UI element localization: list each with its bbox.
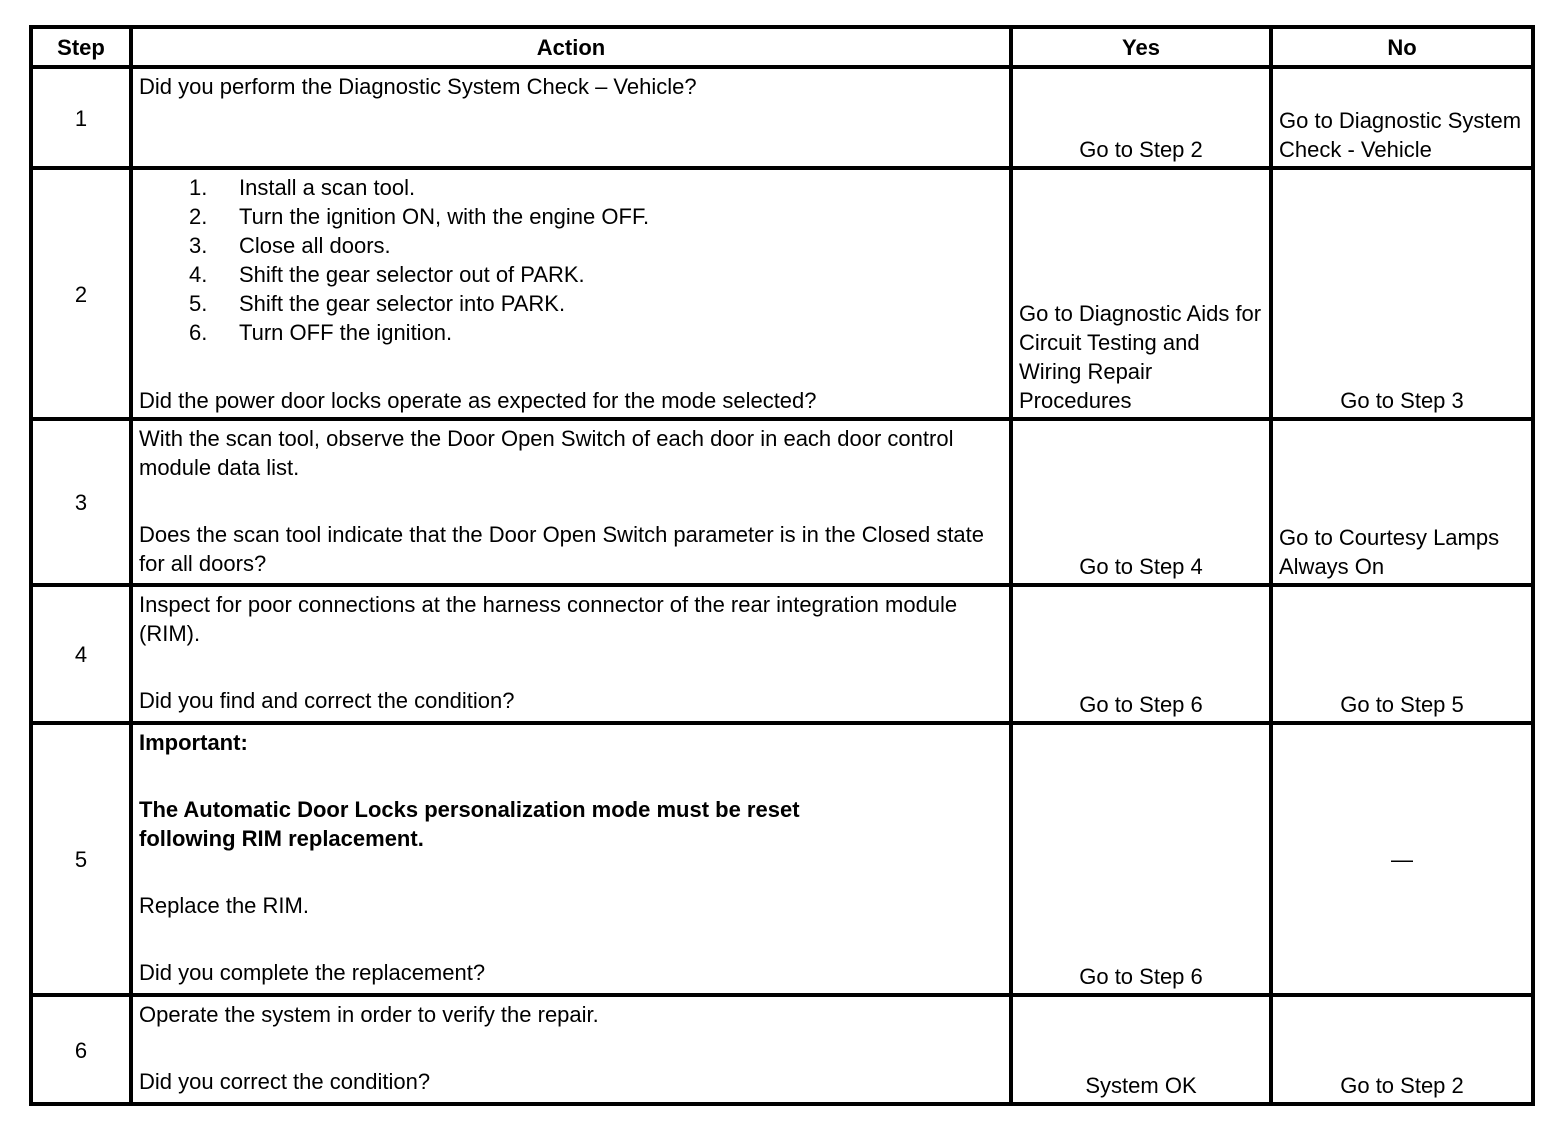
list-number: 2. <box>189 204 208 229</box>
table-row <box>31 723 1533 995</box>
action-text: Replace the RIM. <box>139 893 309 918</box>
action-text: With the scan tool, observe the Door Open Switch of each door in each door control module data list. <box>139 426 954 480</box>
table-row <box>31 67 1533 168</box>
step-number: 3 <box>31 419 131 585</box>
action-question: Did you correct the condition? <box>139 1069 431 1094</box>
list-item <box>139 231 1003 260</box>
action-cell <box>131 67 1011 168</box>
no-cell: Go to Diagnostic System Check - Vehicle <box>1271 67 1533 168</box>
header-row <box>31 27 1533 67</box>
header-step: Step <box>31 27 131 67</box>
important-label: Important: <box>139 730 248 755</box>
action-question: Did you find and correct the condition? <box>139 688 515 713</box>
table-row <box>31 168 1533 419</box>
no-cell: Go to Step 5 <box>1271 585 1533 723</box>
table-row <box>31 419 1533 585</box>
list-number: 1. <box>189 175 208 200</box>
diagnostic-table <box>29 25 1535 1106</box>
yes-cell: Go to Step 2 <box>1011 67 1271 168</box>
list-number: 6. <box>189 320 208 345</box>
step-number: 1 <box>31 67 131 168</box>
action-text: Did you perform the Diagnostic System Check – Vehicle? <box>139 74 697 99</box>
yes-cell: Go to Step 6 <box>1011 723 1271 995</box>
list-number: 5. <box>189 291 208 316</box>
action-cell <box>131 995 1011 1104</box>
no-cell: Go to Courtesy Lamps Always On <box>1271 419 1533 585</box>
action-question: Did you complete the replacement? <box>139 960 486 985</box>
step-number: 5 <box>31 723 131 995</box>
table-row <box>31 585 1533 723</box>
list-text: Shift the gear selector out of PARK. <box>239 262 585 287</box>
action-question: Does the scan tool indicate that the Door Open Switch parameter is in the Closed state for all doors? <box>139 522 985 576</box>
no-cell: Go to Step 3 <box>1271 168 1533 419</box>
step-number: 4 <box>31 585 131 723</box>
list-item <box>139 289 1003 318</box>
yes-cell: System OK <box>1011 995 1271 1104</box>
no-cell: Go to Step 2 <box>1271 995 1533 1104</box>
step-number: 2 <box>31 168 131 419</box>
list-text: Close all doors. <box>239 233 391 258</box>
header-no: No <box>1271 27 1533 67</box>
list-text: Turn the ignition ON, with the engine OFF. <box>239 204 650 229</box>
no-cell: — <box>1271 723 1533 995</box>
header-action: Action <box>131 27 1011 67</box>
list-text: Install a scan tool. <box>239 175 416 200</box>
list-item <box>139 260 1003 289</box>
list-number: 4. <box>189 262 208 287</box>
list-item <box>139 202 1003 231</box>
list-number: 3. <box>189 233 208 258</box>
action-question: Did the power door locks operate as expected for the mode selected? <box>139 388 817 413</box>
yes-cell: Go to Step 4 <box>1011 419 1271 585</box>
list-item <box>139 318 1003 347</box>
important-text: The Automatic Door Locks personalization mode must be reset following RIM replacement. <box>139 797 800 851</box>
yes-cell: Go to Step 6 <box>1011 585 1271 723</box>
step-number: 6 <box>31 995 131 1104</box>
procedure-list <box>139 173 1003 347</box>
list-text: Shift the gear selector into PARK. <box>239 291 566 316</box>
yes-cell: Go to Diagnostic Aids for Circuit Testing and Wiring Repair Procedures <box>1011 168 1271 419</box>
header-yes: Yes <box>1011 27 1271 67</box>
list-item <box>139 173 1003 202</box>
list-text: Turn OFF the ignition. <box>239 320 453 345</box>
action-cell <box>131 168 1011 419</box>
action-text: Operate the system in order to verify the repair. <box>139 1002 599 1027</box>
table-row <box>31 995 1533 1104</box>
action-text: Inspect for poor connections at the harness connector of the rear integration module (RIM). <box>139 592 958 646</box>
action-cell <box>131 723 1011 995</box>
action-cell <box>131 419 1011 585</box>
action-cell <box>131 585 1011 723</box>
